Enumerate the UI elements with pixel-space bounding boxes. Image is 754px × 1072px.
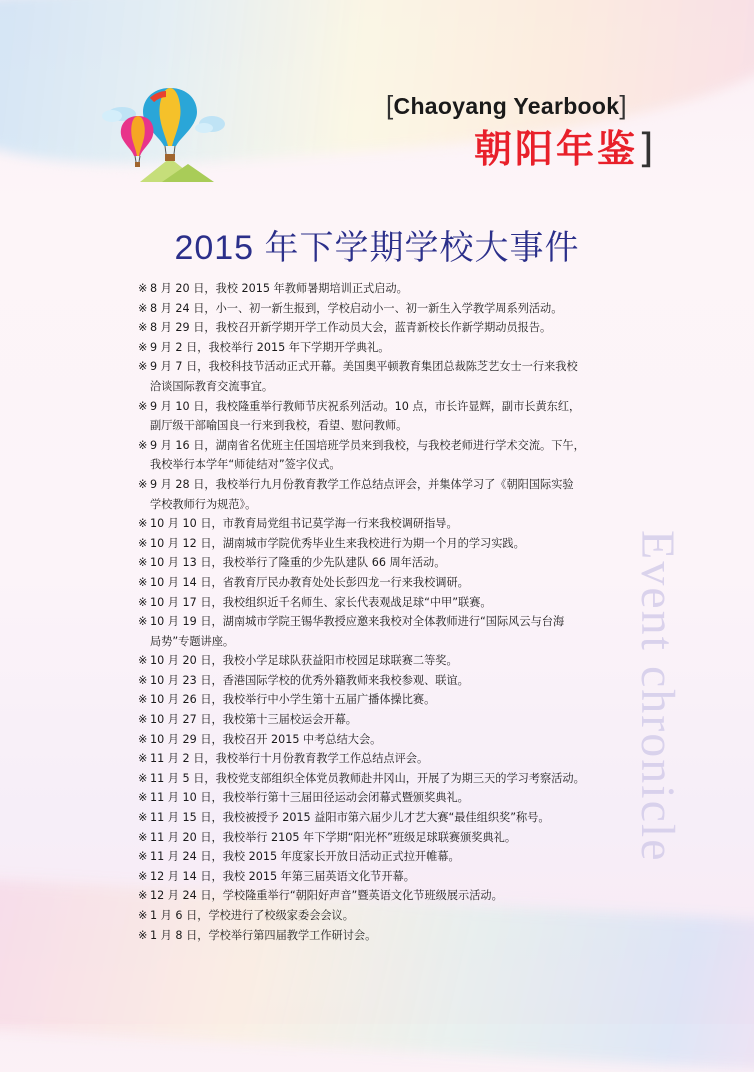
event-item — [138, 318, 638, 338]
bullet-mark: ※ — [138, 713, 148, 727]
event-text: 10 月 10 日，市教育局党组书记莫学海一行来我校调研指导。 — [150, 517, 458, 531]
bullet-mark: ※ — [138, 360, 148, 374]
bullet-mark: ※ — [138, 595, 148, 609]
event-text: 10 月 23 日，香港国际学校的优秀外籍教师来我校参观、联谊。 — [150, 673, 469, 687]
event-item — [138, 926, 638, 946]
event-text: 11 月 20 日，我校举行 2105 年下学期“阳光杯”班级足球联赛颁奖典礼。 — [150, 830, 517, 844]
bullet-mark: ※ — [138, 517, 148, 531]
event-text-continued: 洽谈国际教育交流事宜。 — [150, 379, 274, 393]
event-item — [138, 808, 638, 828]
page-title: 2015 年下学期学校大事件 — [174, 229, 580, 267]
event-text: 9 月 28 日，我校举行九月份教育教学工作总结点评会，并集体学习了《朝阳国际实验 — [150, 477, 574, 491]
event-text: 11 月 24 日，我校 2015 年度家长开放日活动正式拉开帷幕。 — [150, 850, 460, 864]
event-text: 8 月 20 日，我校 2015 年教师暑期培训正式启动。 — [150, 282, 408, 295]
event-item — [138, 514, 638, 534]
event-text: 10 月 14 日，省教育厅民办教育处处长彭四龙一行来我校调研。 — [150, 575, 469, 589]
bullet-mark: ※ — [138, 654, 148, 668]
bullet-mark: ※ — [138, 556, 148, 570]
event-item — [138, 828, 638, 848]
event-text: 1 月 6 日，学校进行了校级家委会会议。 — [150, 909, 354, 922]
side-watermark-text: Event chronicle — [631, 530, 684, 863]
bullet-mark: ※ — [138, 575, 148, 589]
event-item — [138, 397, 638, 436]
bullet-mark: ※ — [138, 282, 148, 295]
bullet-mark: ※ — [138, 811, 148, 825]
bullet-mark: ※ — [138, 771, 148, 785]
event-text-continued: 我校举行本学年“师徒结对”签字仪式。 — [150, 458, 341, 472]
event-text: 10 月 13 日，我校举行了隆重的少先队建队 66 周年活动。 — [150, 556, 446, 570]
event-text: 9 月 16 日，湖南省名优班主任国培班学员来到我校，与我校老师进行学术交流。下午， — [150, 438, 585, 452]
event-item — [138, 886, 638, 906]
event-item — [138, 749, 638, 769]
event-text: 10 月 19 日，湖南城市学院王锡华教授应邀来我校对全体教师进行“国际风云与台海 — [150, 615, 565, 629]
event-text: 11 月 10 日，我校举行第十三届田径运动会闭幕式暨颁奖典礼。 — [150, 791, 469, 805]
event-item — [138, 769, 638, 789]
bullet-mark: ※ — [138, 869, 148, 883]
event-item — [138, 593, 638, 613]
event-text: 1 月 8 日，学校举行第四届教学工作研讨会。 — [150, 928, 377, 942]
event-item — [138, 338, 638, 358]
event-text: 11 月 2 日，我校举行十月份教育教学工作总结点评会。 — [150, 752, 429, 766]
event-text: 8 月 29 日，我校召开新学期开学工作动员大会，蓝青新校长作新学期动员报告。 — [150, 321, 552, 335]
event-text: 10 月 20 日，我校小学足球队获益阳市校园足球联赛二等奖。 — [150, 654, 458, 668]
logo-chinese: 朝阳年鉴] — [474, 126, 657, 172]
event-text: 10 月 29 日，我校召开 2015 中考总结大会。 — [150, 732, 382, 746]
bullet-mark: ※ — [138, 909, 148, 922]
event-item — [138, 357, 638, 396]
bullet-mark: ※ — [138, 536, 148, 550]
bullet-mark: ※ — [138, 928, 148, 942]
bullet-mark: ※ — [138, 830, 148, 844]
event-text-continued: 学校教师行为规范》。 — [150, 497, 257, 511]
yearbook-logo — [386, 90, 686, 180]
bullet-mark: ※ — [138, 693, 148, 707]
event-item — [138, 671, 638, 691]
event-text: 10 月 17 日，我校组织近千名师生、家长代表观战足球“中甲”联赛。 — [150, 595, 492, 609]
bullet-mark: ※ — [138, 399, 148, 413]
event-item — [138, 553, 638, 573]
event-text: 9 月 7 日，我校科技节活动正式开幕。美国奥平顿教育集团总裁陈芝艺女士一行来我校 — [150, 360, 578, 374]
event-text: 10 月 12 日，湖南城市学院优秀毕业生来我校进行为期一个月的学习实践。 — [150, 536, 525, 550]
event-text: 10 月 26 日，我校举行中小学生第十五届广播体操比赛。 — [150, 693, 436, 707]
event-item — [138, 690, 638, 710]
event-item — [138, 710, 638, 730]
bullet-mark: ※ — [138, 615, 148, 629]
event-item — [138, 612, 638, 651]
logo-english: [Chaoyang Yearbook] — [386, 90, 627, 120]
event-item — [138, 651, 638, 671]
event-item — [138, 788, 638, 808]
bullet-mark: ※ — [138, 477, 148, 491]
event-text: 10 月 27 日，我校第十三届校运会开幕。 — [150, 713, 357, 727]
event-text-continued: 局势”专题讲座。 — [150, 634, 235, 648]
event-item — [138, 475, 638, 514]
bullet-mark: ※ — [138, 301, 148, 315]
bullet-mark: ※ — [138, 732, 148, 746]
event-item — [138, 573, 638, 593]
bullet-mark: ※ — [138, 791, 148, 805]
bullet-mark: ※ — [138, 752, 148, 766]
event-text: 12 月 24 日，学校隆重举行“朝阳好声音”暨英语文化节班级展示活动。 — [150, 889, 503, 903]
event-item — [138, 847, 638, 867]
hot-air-balloons-icon — [100, 86, 230, 186]
event-text: 12 月 14 日，我校 2015 年第三届英语文化节开幕。 — [150, 869, 415, 883]
event-text-continued: 副厅级干部喻国良一行来到我校，看望、慰问教师。 — [150, 419, 408, 433]
bullet-mark: ※ — [138, 673, 148, 687]
event-list — [138, 279, 638, 945]
event-item — [138, 534, 638, 554]
bullet-mark: ※ — [138, 850, 148, 864]
event-item — [138, 867, 638, 887]
bullet-mark: ※ — [138, 340, 148, 354]
event-item — [138, 299, 638, 319]
event-text: 11 月 5 日，我校党支部组织全体党员教师赴井冈山，开展了为期三天的学习考察活动。 — [150, 771, 585, 785]
event-item — [138, 906, 638, 926]
bullet-mark: ※ — [138, 889, 148, 903]
event-text: 9 月 10 日，我校隆重举行教师节庆祝系列活动。10 点，市长许显辉，副市长黄东红， — [150, 399, 581, 413]
event-item — [138, 279, 638, 299]
bullet-mark: ※ — [138, 438, 148, 452]
bullet-mark: ※ — [138, 321, 148, 335]
event-text: 8 月 24 日，小一、初一新生报到，学校启动小一、初一新生入学教学周系列活动。 — [150, 301, 563, 315]
event-item — [138, 436, 638, 475]
event-text: 11 月 15 日，我校被授予 2015 益阳市第六届少儿才艺大赛“最佳组织奖”称号。 — [150, 811, 550, 825]
event-text: 9 月 2 日，我校举行 2015 年下学期开学典礼。 — [150, 340, 390, 354]
event-item — [138, 730, 638, 750]
